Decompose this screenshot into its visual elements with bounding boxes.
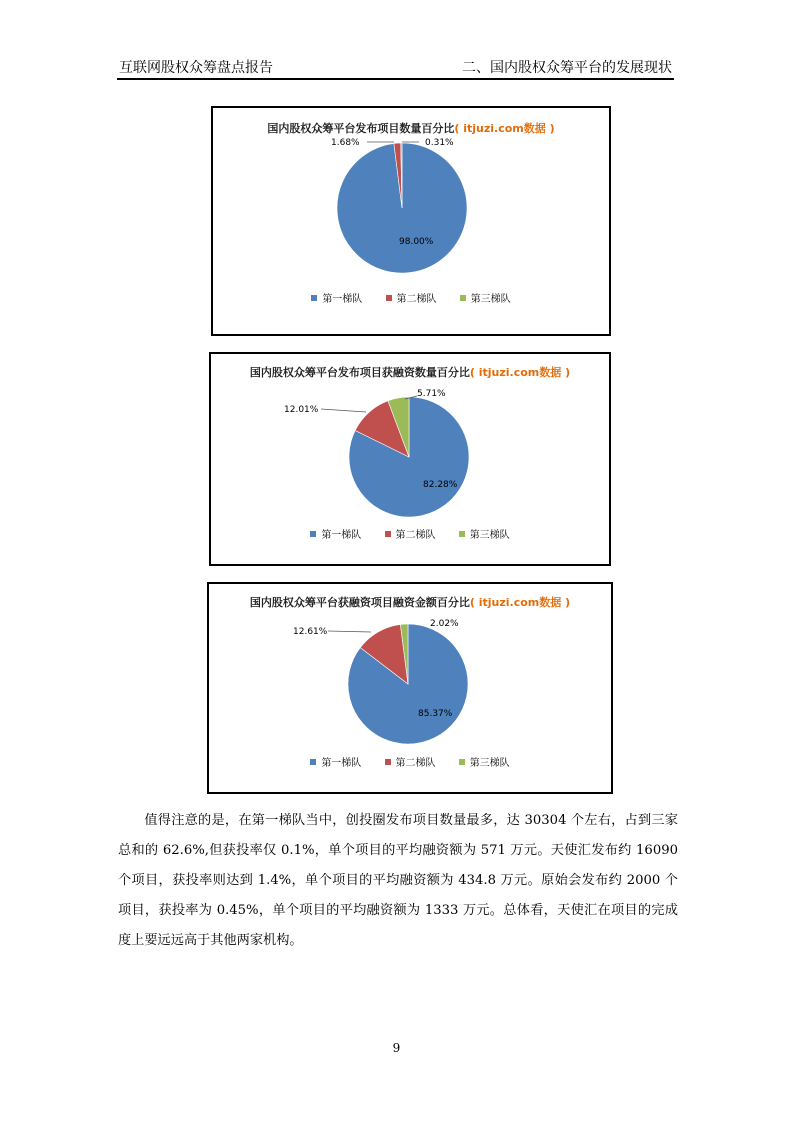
legend-swatch-tier1 bbox=[310, 759, 316, 765]
header-report-title: 互联网股权众筹盘点报告 bbox=[119, 60, 273, 76]
legend-swatch-tier1 bbox=[311, 295, 317, 301]
legend-item-tier3 bbox=[460, 290, 511, 305]
header-section-title: 二、国内股权众筹平台的发展现状 bbox=[462, 60, 672, 76]
chart-title-main: 国内股权众筹平台获融资项目融资金额百分比 bbox=[249, 596, 470, 609]
pie-chart-funding-amount bbox=[207, 582, 613, 794]
legend-item-tier3 bbox=[459, 526, 510, 541]
page-header bbox=[117, 54, 674, 80]
pie-label-tier1: 85.37% bbox=[418, 709, 453, 719]
legend-item-tier2 bbox=[385, 754, 436, 769]
legend-swatch-tier1 bbox=[310, 531, 316, 537]
pie-chart-funded-count bbox=[209, 352, 611, 566]
legend-swatch-tier2 bbox=[385, 531, 391, 537]
legend-label: 第三梯队 bbox=[469, 530, 510, 541]
legend-label: 第三梯队 bbox=[469, 758, 510, 769]
legend-swatch-tier3 bbox=[460, 295, 466, 301]
leader-line bbox=[321, 409, 366, 412]
pie-label-tier2: 12.01% bbox=[284, 405, 319, 415]
pie-label-tier2: 12.61% bbox=[293, 627, 328, 637]
pie-slices bbox=[349, 397, 469, 517]
pie-label-tier3: 0.31% bbox=[425, 138, 454, 148]
chart-title-main: 国内股权众筹平台发布项目获融资数量百分比 bbox=[249, 366, 470, 379]
pie-slices bbox=[337, 143, 467, 273]
legend-item-tier1 bbox=[310, 526, 361, 541]
pie-label-tier1: 98.00% bbox=[399, 237, 434, 247]
leader-line bbox=[328, 631, 371, 632]
legend-item-tier2 bbox=[386, 290, 437, 305]
legend-label: 第二梯队 bbox=[395, 530, 436, 541]
legend-swatch-tier2 bbox=[386, 295, 392, 301]
chart-legend bbox=[213, 290, 609, 305]
legend-swatch-tier2 bbox=[385, 759, 391, 765]
legend-item-tier3 bbox=[459, 754, 510, 769]
legend-swatch-tier3 bbox=[459, 759, 465, 765]
legend-swatch-tier3 bbox=[459, 531, 465, 537]
pie-slices bbox=[348, 624, 468, 744]
legend-label: 第一梯队 bbox=[322, 294, 363, 305]
legend-item-tier1 bbox=[311, 290, 362, 305]
chart-legend bbox=[211, 526, 609, 541]
pie-label-tier1: 82.28% bbox=[423, 480, 458, 490]
pie-label-tier3: 5.71% bbox=[417, 389, 446, 399]
page-number: 9 bbox=[392, 1041, 401, 1055]
legend-label: 第一梯队 bbox=[321, 758, 362, 769]
body-paragraph: 值得注意的是，在第一梯队当中，创投圈发布项目数量最多，达 30304 个左右，占到三家总和的 62.6%,但获投率仅 0.1%，单个项目的平均融资额为 571 万元。天使汇发布约 16090 个项目，获投率则达到 1.4%，单个项目的平均融资额为 434.8 万元。原始会发布约 2000 个项目，获投率为 0.45%，单个项目的平均融资额为 1333 万元。总体看，天使汇在项目的完成度上要远远高于其他两家机构。 bbox=[118, 813, 678, 948]
chart-title-source: ( itjuzi.com数据 ) bbox=[469, 596, 571, 609]
pie-label-tier2: 1.68% bbox=[331, 138, 360, 148]
chart-title-source: ( itjuzi.com数据 ) bbox=[469, 366, 571, 379]
chart-title-main: 国内股权众筹平台发布项目数量百分比 bbox=[267, 122, 455, 135]
pie-label-tier3: 2.02% bbox=[430, 619, 459, 629]
legend-label: 第二梯队 bbox=[395, 758, 436, 769]
legend-item-tier1 bbox=[310, 754, 361, 769]
legend-label: 第一梯队 bbox=[321, 530, 362, 541]
chart-title-source: ( itjuzi.com数据 ) bbox=[454, 122, 555, 135]
chart-legend bbox=[209, 754, 611, 769]
legend-label: 第三梯队 bbox=[470, 294, 511, 305]
legend-item-tier2 bbox=[385, 526, 436, 541]
pie-chart-project-count bbox=[211, 106, 611, 336]
legend-label: 第二梯队 bbox=[396, 294, 437, 305]
